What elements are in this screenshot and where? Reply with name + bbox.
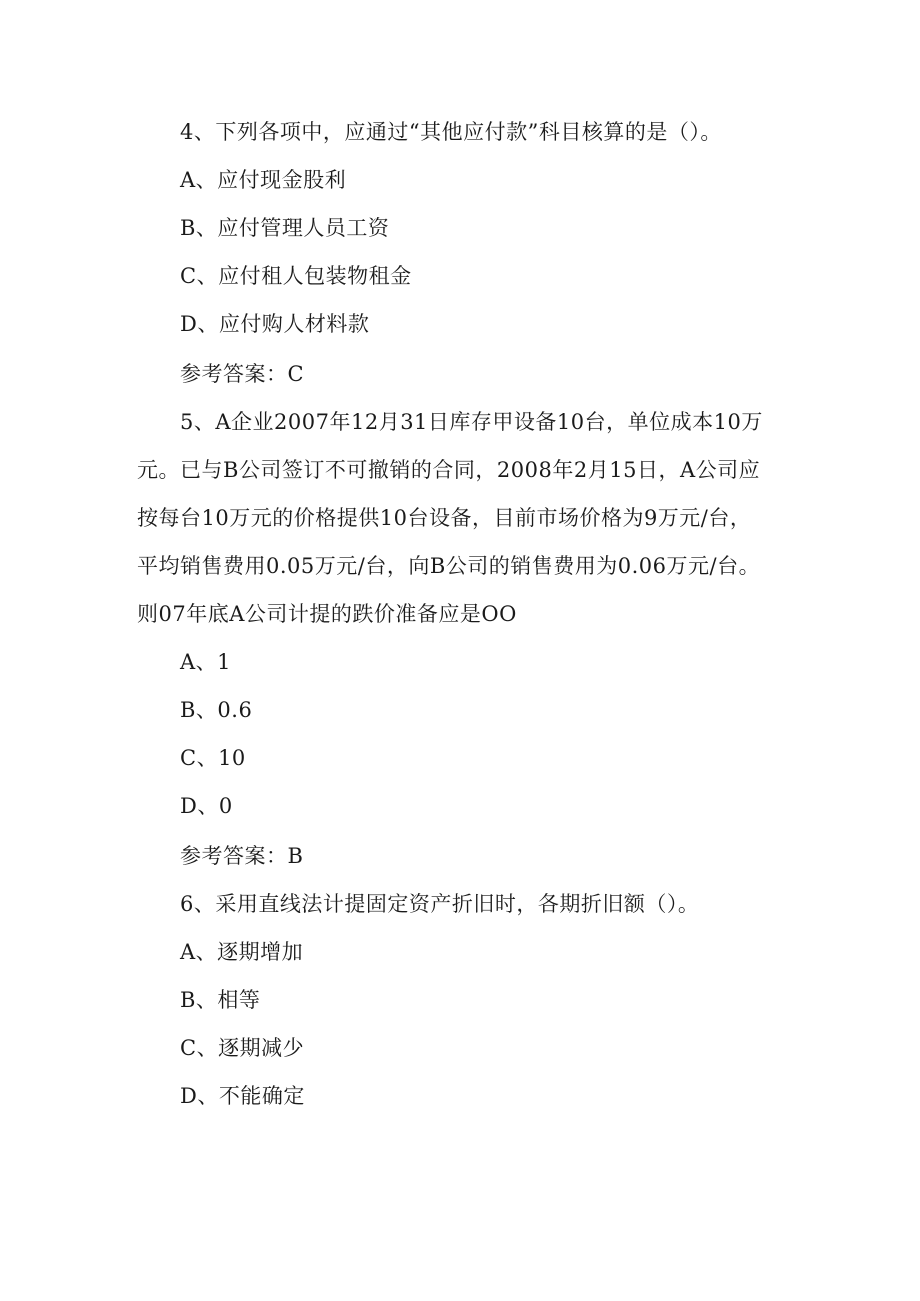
question-5-stem-line-3: 按每台10万元的价格提供10台设备，目前市场价格为9万元/台， [137, 506, 752, 530]
question-6-option-c: C、逐期减少 [180, 1036, 305, 1060]
question-6-option-d: D、不能确定 [180, 1084, 305, 1108]
question-4-option-a: A、应付现金股利 [180, 168, 347, 192]
question-5-stem-line-2: 元。已与B公司签订不可撤销的合同，2008年2月15日，A公司应 [137, 458, 761, 482]
question-5-stem-line-1: 5、A企业2007年12月31日库存甲设备10台，单位成本10万 [180, 410, 763, 434]
question-4-stem: 4、下列各项中，应通过“其他应付款”科目核算的是（）。 [180, 120, 722, 144]
question-5-stem-line-5: 则07年底A公司计提的跌价准备应是OO [137, 602, 517, 626]
question-5-stem-line-4: 平均销售费用0.05万元/台，向B公司的销售费用为0.06万元/台。 [137, 554, 761, 578]
question-4-answer: 参考答案：C [180, 362, 305, 386]
question-5-option-c: C、10 [180, 746, 246, 770]
question-4-option-b: B、应付管理人员工资 [180, 216, 390, 240]
question-6-stem: 6、采用直线法计提固定资产折旧时，各期折旧额（）。 [180, 892, 700, 916]
question-5-option-b: B、0.6 [180, 698, 253, 722]
question-5-option-a: A、1 [180, 650, 232, 674]
question-4-option-d: D、应付购人材料款 [180, 312, 370, 336]
question-4-option-c: C、应付租人包装物租金 [180, 264, 412, 288]
question-6-option-b: B、相等 [180, 988, 261, 1012]
question-5-answer: 参考答案：B [180, 844, 304, 868]
question-5-option-d: D、0 [180, 794, 233, 818]
question-6-option-a: A、逐期增加 [180, 940, 304, 964]
